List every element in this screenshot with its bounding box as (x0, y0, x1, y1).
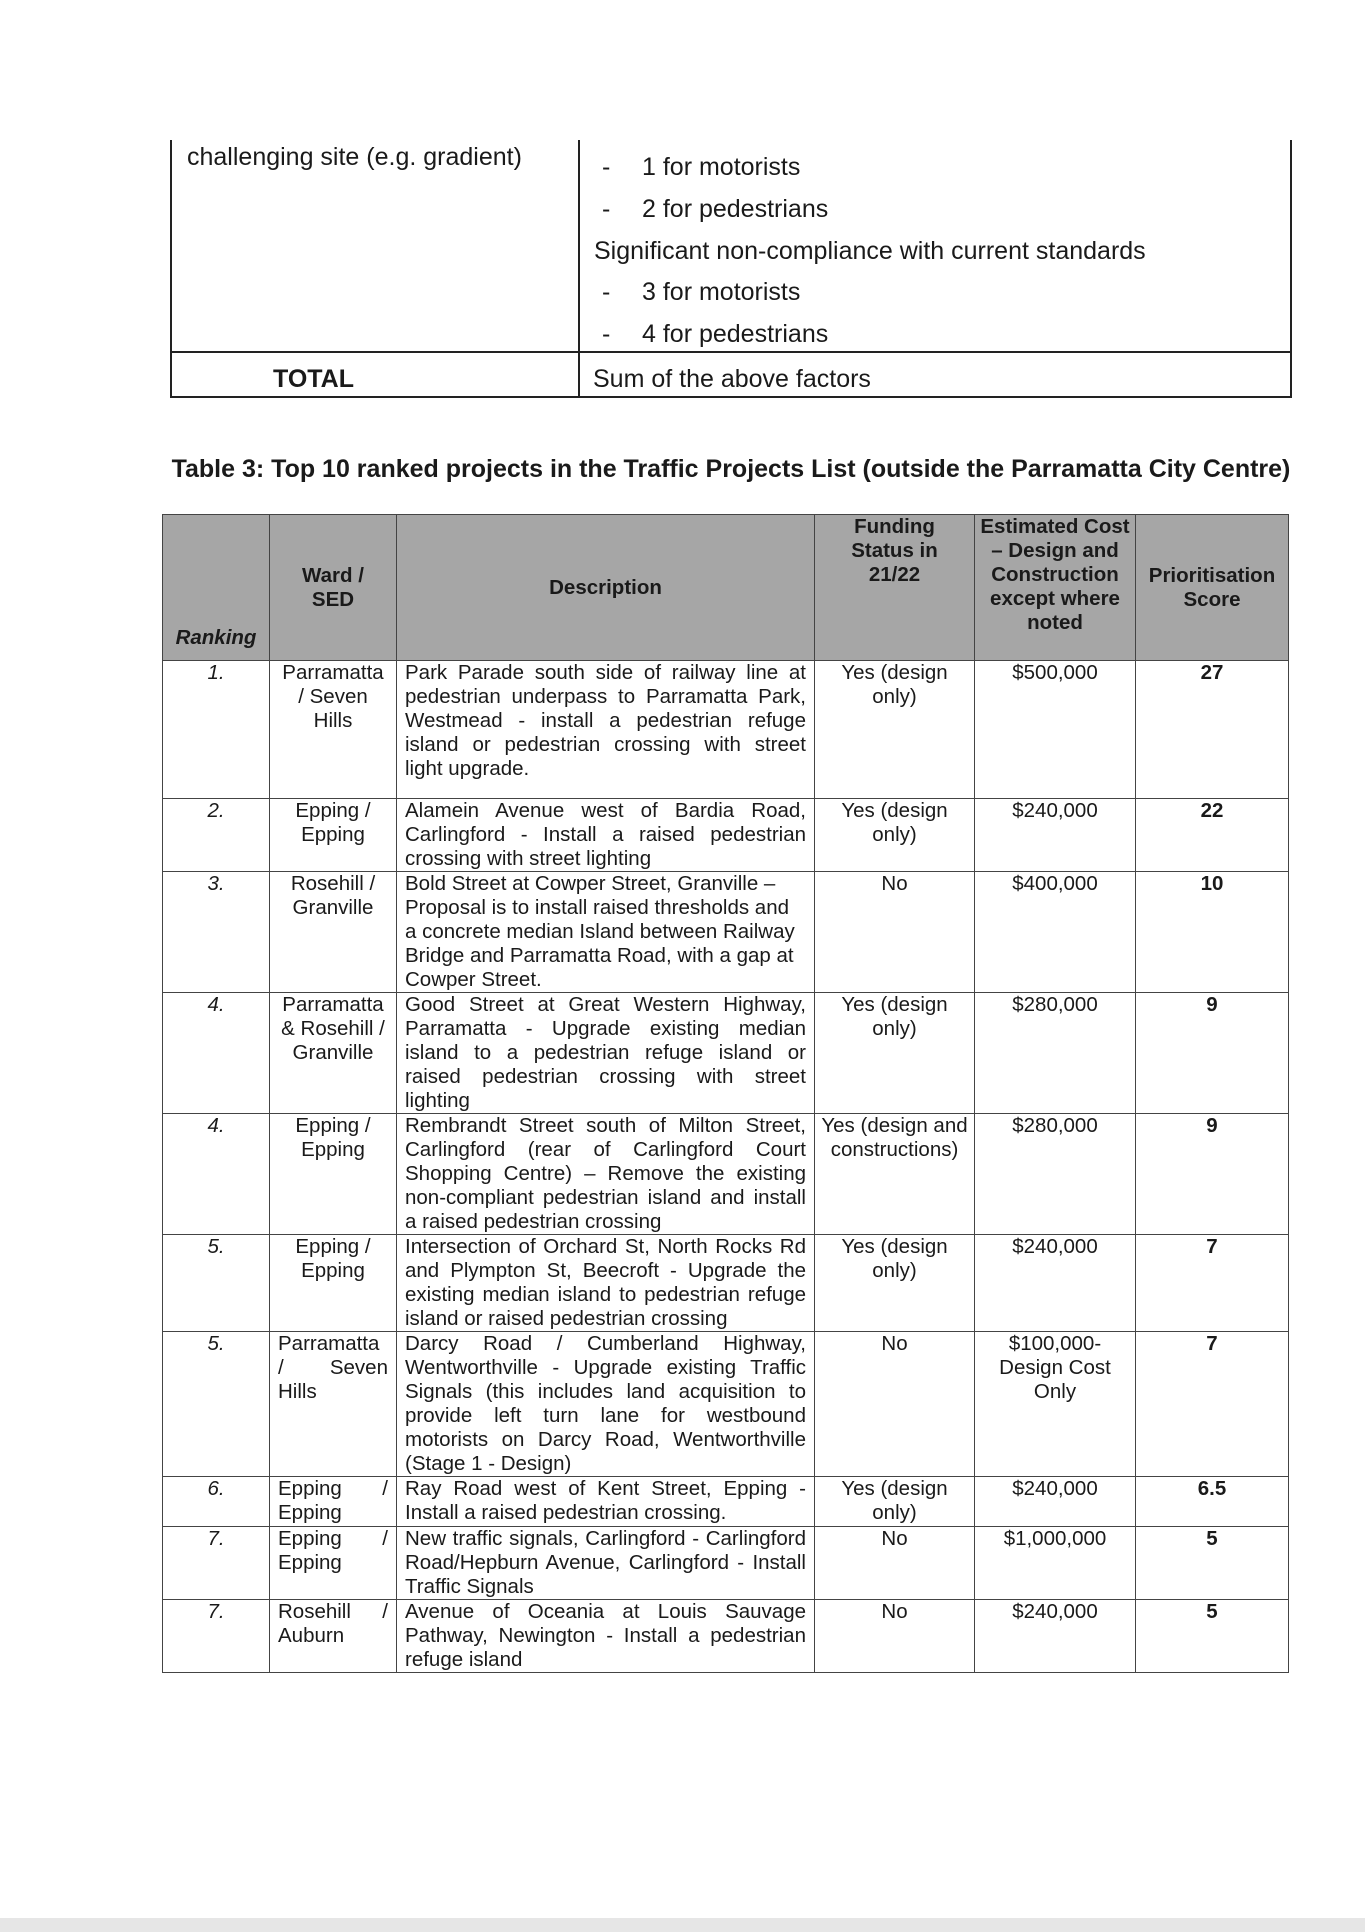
criteria-table (170, 140, 1292, 398)
header-description: Description (397, 515, 815, 661)
cell-ward: Rosehill / Auburn (270, 1600, 397, 1673)
cell-cost: $280,000 (975, 1114, 1136, 1235)
header-funding (815, 515, 975, 661)
cell-score: 6.5 (1136, 1477, 1289, 1527)
cell-cost: $240,000 (975, 1477, 1136, 1527)
cell-funding: Yes (design only) (815, 799, 975, 872)
cell-funding: Yes (design only) (815, 1235, 975, 1332)
cell-ward: Epping / Epping (270, 1527, 397, 1600)
cell-ranking: 7. (163, 1527, 270, 1600)
criteria-line: 4 for pedestrians (642, 320, 829, 348)
cell-description: New traffic signals, Carlingford - Carlingford Road/Hepburn Avenue, Carlingford - Install Traffic Signals (397, 1527, 815, 1600)
table-row (163, 1600, 1289, 1673)
cell-ward: Epping / Epping (270, 799, 397, 872)
cell-score: 9 (1136, 1114, 1289, 1235)
cell-score: 10 (1136, 872, 1289, 993)
criteria-divider (170, 351, 1292, 353)
cell-ranking: 6. (163, 1477, 270, 1527)
criteria-border-bottom (170, 396, 1292, 398)
criteria-line: 2 for pedestrians (642, 195, 829, 223)
cell-ranking: 3. (163, 872, 270, 993)
criteria-line-dash: - (602, 153, 611, 181)
cell-cost: $100,000-Design Cost Only (975, 1332, 1136, 1477)
table-row (163, 661, 1289, 799)
table-row (163, 1114, 1289, 1235)
header-ward (270, 515, 397, 661)
cell-funding: Yes (design only) (815, 993, 975, 1114)
cell-score: 5 (1136, 1527, 1289, 1600)
criteria-line: Significant non-compliance with current standards (594, 237, 1146, 265)
criteria-line-dash: - (602, 320, 611, 348)
projects-table (162, 514, 1289, 1673)
total-label: TOTAL (273, 365, 355, 393)
cell-ranking: 2. (163, 799, 270, 872)
cell-ward: Rosehill / Granville (270, 872, 397, 993)
header-row (163, 515, 1289, 661)
cell-ranking: 7. (163, 1600, 270, 1673)
cell-score: 7 (1136, 1332, 1289, 1477)
page-bottom-edge (0, 1918, 1365, 1932)
cell-funding: Yes (design only) (815, 1477, 975, 1527)
criteria-line-dash: - (602, 195, 611, 223)
cell-description: Park Parade south side of railway line at pedestrian underpass to Parramatta Park, Westmead - install a pedestrian refuge island or pedestrian crossing with street light upgrade. (397, 661, 815, 799)
cell-ranking: 1. (163, 661, 270, 799)
cell-ward: Epping / Epping (270, 1235, 397, 1332)
cell-score: 22 (1136, 799, 1289, 872)
cell-description: Ray Road west of Kent Street, Epping - Install a raised pedestrian crossing. (397, 1477, 815, 1527)
cell-description: Avenue of Oceania at Louis Sauvage Pathway, Newington - Install a pedestrian refuge island (397, 1600, 815, 1673)
cell-cost: $240,000 (975, 1600, 1136, 1673)
cell-ranking: 5. (163, 1332, 270, 1477)
cell-ward: Epping / Epping (270, 1477, 397, 1527)
cell-ward: Parramatta & Rosehill / Granville (270, 993, 397, 1114)
criteria-line: 3 for motorists (642, 278, 801, 306)
cell-score: 9 (1136, 993, 1289, 1114)
criteria-border-middle (578, 140, 580, 398)
table-row (163, 1332, 1289, 1477)
table-row (163, 993, 1289, 1114)
cell-description: Bold Street at Cowper Street, Granville – Proposal is to install raised thresholds and a concrete median Island between Railway Bridge and Parramatta Road, with a gap at Cowper Street. (397, 872, 815, 993)
cell-funding: No (815, 1332, 975, 1477)
header-funding-text: Funding Status in 21/22 (851, 515, 938, 586)
cell-cost: $1,000,000 (975, 1527, 1136, 1600)
criteria-border-right (1290, 140, 1292, 398)
criteria-row-label: challenging site (e.g. gradient) (187, 143, 522, 171)
cell-score: 5 (1136, 1600, 1289, 1673)
cell-ward: Parramatta / Seven Hills (270, 1332, 397, 1477)
cell-score: 27 (1136, 661, 1289, 799)
criteria-line-dash: - (602, 278, 611, 306)
criteria-line: 1 for motorists (642, 153, 801, 181)
cell-cost: $500,000 (975, 661, 1136, 799)
cell-funding: Yes (design and constructions) (815, 1114, 975, 1235)
cell-description: Alamein Avenue west of Bardia Road, Carlingford - Install a raised pedestrian crossing with street lighting (397, 799, 815, 872)
cell-ward: Parramatta / Seven Hills (270, 661, 397, 799)
cell-ranking: 4. (163, 993, 270, 1114)
table-row (163, 1477, 1289, 1527)
cell-score: 7 (1136, 1235, 1289, 1332)
table-row (163, 1235, 1289, 1332)
header-score: Prioritisation Score (1136, 515, 1289, 661)
cell-ranking: 4. (163, 1114, 270, 1235)
table-row (163, 1527, 1289, 1600)
cell-ward: Epping / Epping (270, 1114, 397, 1235)
cell-description: Intersection of Orchard St, North Rocks Rd and Plympton St, Beecroft - Upgrade the existing median island to pedestrian refuge island or raised pedestrian crossing (397, 1235, 815, 1332)
cell-cost: $240,000 (975, 1235, 1136, 1332)
cell-ranking: 5. (163, 1235, 270, 1332)
criteria-border-left (170, 140, 172, 398)
cell-funding: Yes (design only) (815, 661, 975, 799)
table-row (163, 872, 1289, 993)
cell-funding: No (815, 1600, 975, 1673)
header-ranking: Ranking (163, 515, 270, 661)
cell-cost: $400,000 (975, 872, 1136, 993)
cell-funding: No (815, 872, 975, 993)
cell-cost: $280,000 (975, 993, 1136, 1114)
cell-description: Good Street at Great Western Highway, Parramatta - Upgrade existing median island to a pedestrian refuge island or raised pedestrian crossing with street lighting (397, 993, 815, 1114)
header-ward-text: Ward / SED (302, 563, 364, 611)
total-value: Sum of the above factors (593, 365, 871, 393)
cell-funding: No (815, 1527, 975, 1600)
cell-description: Rembrandt Street south of Milton Street, Carlingford (rear of Carlingford Court Shopping Centre) – Remove the existing non-compliant pedestrian island and install a raised pedestrian crossing (397, 1114, 815, 1235)
cell-description: Darcy Road / Cumberland Highway, Wentworthville - Upgrade existing Traffic Signals (this includes land acquisition to provide left turn lane for westbound motorists on Darcy Road, Wentworthville (Stage 1 - Design) (397, 1332, 815, 1477)
header-cost: Estimated Cost – Design and Construction except where noted (975, 515, 1136, 661)
table-caption: Table 3: Top 10 ranked projects in the Traffic Projects List (outside the Parramatta City Centre) (171, 455, 1291, 483)
cell-cost: $240,000 (975, 799, 1136, 872)
table-row (163, 799, 1289, 872)
